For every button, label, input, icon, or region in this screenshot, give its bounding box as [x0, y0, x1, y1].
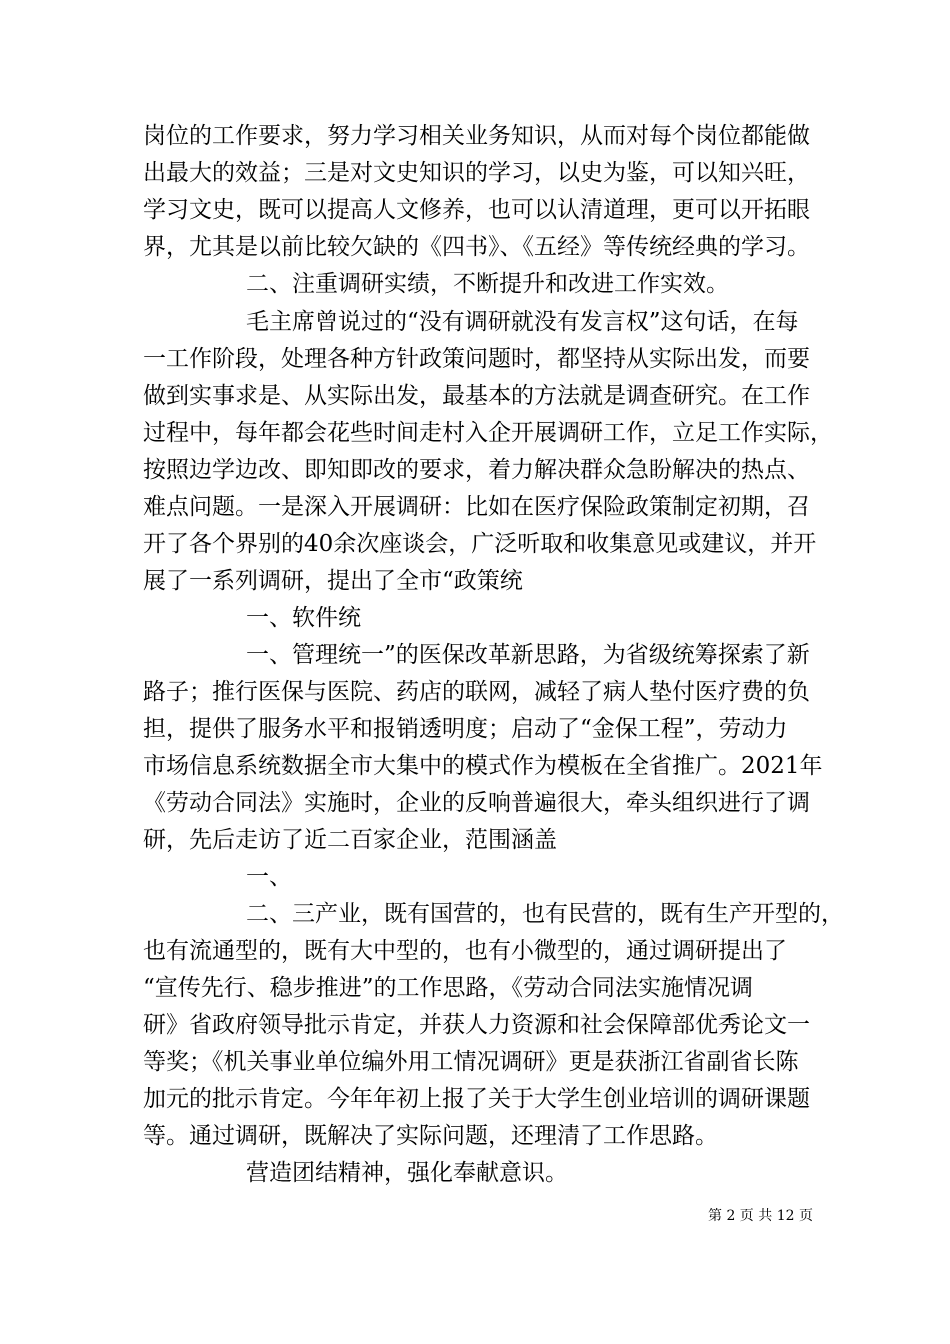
paragraph-line: 研》省政府领导批示肯定，并获人力资源和社会保障部优秀论文一	[143, 1012, 810, 1038]
paragraph-line: 加元的批示肯定。今年年初上报了关于大学生创业培训的调研课题	[143, 1086, 810, 1112]
paragraph-line: 开了各个界别的40余次座谈会，广泛听取和收集意见或建议，并开	[143, 531, 817, 557]
paragraph-line: 等奖；《机关事业单位编外用工情况调研》更是获浙江省副省长陈	[143, 1049, 799, 1075]
section-heading: 营造团结精神，强化奉献意识。	[246, 1160, 568, 1186]
paragraph-line: 二、三产业，既有国营的，也有民营的，既有生产开型的，	[246, 901, 844, 927]
paragraph-line: 一、	[246, 864, 292, 890]
paragraph-line: 展了一系列调研，提出了全市“政策统	[143, 568, 523, 594]
paragraph-line: 《劳动合同法》实施时，企业的反响普遍很大，牵头组织进行了调	[143, 790, 810, 816]
paragraph-line: 岗位的工作要求，努力学习相关业务知识，从而对每个岗位都能做	[143, 123, 810, 149]
paragraph-line: 担，提供了服务水平和报销透明度；启动了“金保工程”，劳动力	[143, 716, 788, 742]
paragraph-line: 毛主席曾说过的“没有调研就没有发言权”这句话，在每	[246, 309, 799, 335]
paragraph-line: 一、管理统一”的医保改革新思路，为省级统筹探索了新	[246, 642, 810, 668]
paragraph-line: 做到实事求是、从实际出发，最基本的方法就是调查研究。在工作	[143, 383, 810, 409]
paragraph-line: 一、软件统	[246, 605, 361, 631]
paragraph-line: 也有流通型的，既有大中型的，也有小微型的，通过调研提出了	[143, 938, 787, 964]
paragraph-line: 难点问题。一是深入开展调研：比如在医疗保险政策制定初期，召	[143, 494, 810, 520]
paragraph-line: 市场信息系统数据全市大集中的模式作为模板在全省推广。2021年	[143, 753, 823, 779]
paragraph-line: 等。通过调研，既解决了实际问题，还理清了工作思路。	[143, 1123, 718, 1149]
paragraph-line: 界，尤其是以前比较欠缺的《四书》、《五经》等传统经典的学习。	[143, 234, 810, 260]
paragraph-line: 路子；推行医保与医院、药店的联网，减轻了病人垫付医疗费的负	[143, 679, 810, 705]
page-number: 第 2 页 共 12 页	[708, 1208, 813, 1224]
paragraph-line: 研，先后走访了近二百家企业，范围涵盖	[143, 827, 557, 853]
paragraph-line: 一工作阶段，处理各种方针政策问题时，都坚持从实际出发，而要	[143, 346, 810, 372]
paragraph-line: 出最大的效益；三是对文史知识的学习，以史为鉴，可以知兴旺，	[143, 160, 810, 186]
paragraph-line: “宣传先行、稳步推进”的工作思路，《劳动合同法实施情况调	[143, 975, 754, 1001]
paragraph-line: 按照边学边改、即知即改的要求，着力解决群众急盼解决的热点、	[143, 457, 810, 483]
section-heading: 二、注重调研实绩，不断提升和改进工作实效。	[246, 271, 729, 297]
paragraph-line: 学习文史，既可以提高人文修养，也可以认清道理，更可以开拓眼	[143, 197, 810, 223]
paragraph-line: 过程中，每年都会花些时间走村入企开展调研工作，立足工作实际，	[143, 420, 833, 446]
